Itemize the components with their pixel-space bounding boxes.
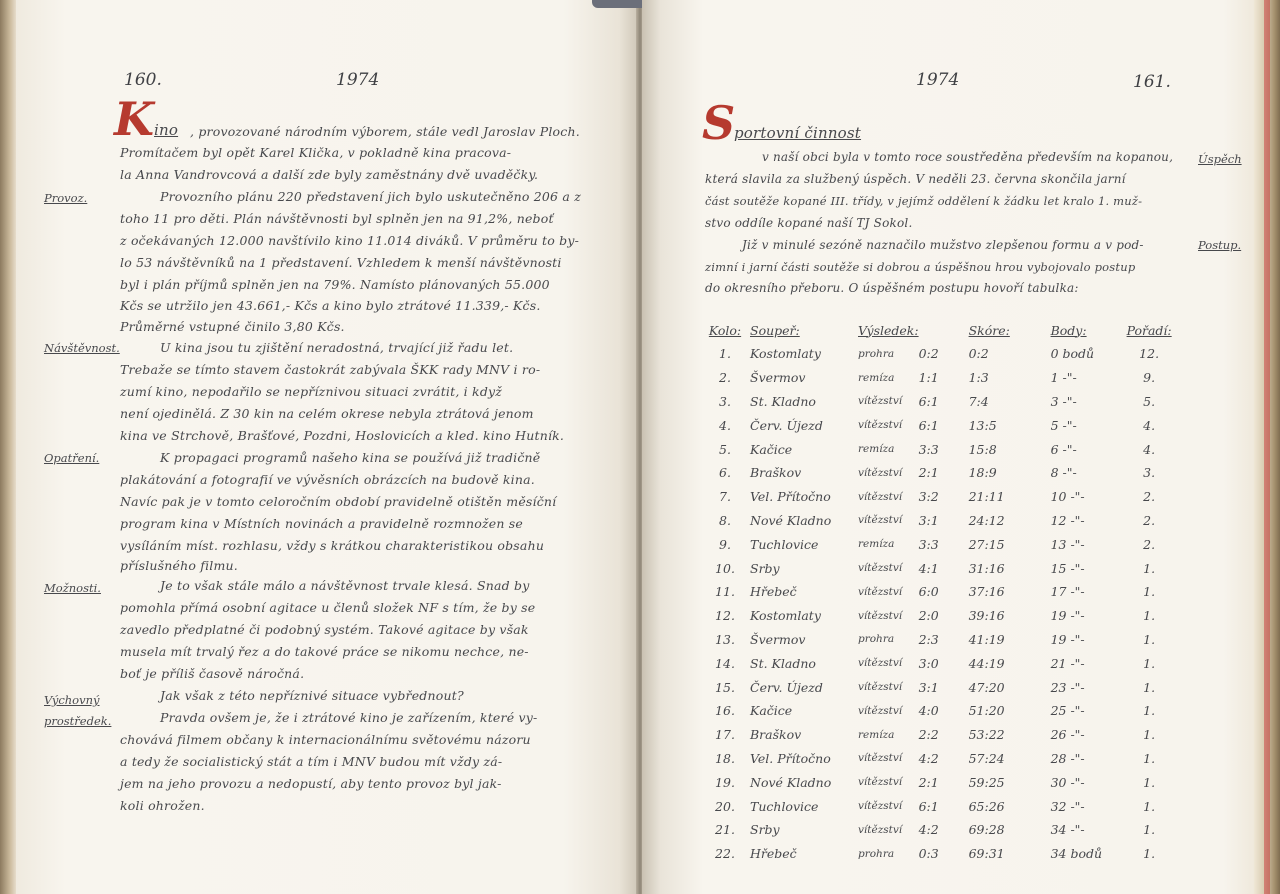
cell-souper: Kačice bbox=[750, 703, 793, 719]
section-initial-kino: K bbox=[114, 92, 154, 146]
left-line-1: , provozované národním výborem, stále vedl Jaroslav Ploch. bbox=[190, 124, 580, 139]
table-row bbox=[700, 390, 1172, 414]
cell-poradi: 2. bbox=[1143, 512, 1156, 528]
cell-body: 19 -"- bbox=[1050, 608, 1085, 624]
cell-souper: Švermov bbox=[750, 370, 806, 386]
cell-zapas: 6:1 bbox=[918, 417, 939, 433]
left-line-10: Průměrné vstupné činilo 3,80 Kčs. bbox=[120, 319, 345, 334]
cell-kolo: 16. bbox=[715, 703, 735, 719]
page-edge-stripe bbox=[1264, 0, 1270, 894]
margin-note-provoz: Provoz. bbox=[44, 191, 88, 205]
cell-vysledek: vítězství bbox=[858, 800, 903, 813]
cell-souper: Červ. Újezd bbox=[750, 417, 823, 433]
cell-poradi: 4. bbox=[1143, 441, 1156, 457]
cell-zapas: 3:1 bbox=[918, 679, 939, 695]
cell-poradi: 1. bbox=[1143, 750, 1156, 766]
table-row bbox=[700, 794, 1172, 818]
table-row bbox=[700, 842, 1172, 866]
table-row bbox=[700, 770, 1172, 794]
cell-kolo: 6. bbox=[719, 465, 731, 481]
cell-skore: 65:26 bbox=[968, 798, 1005, 814]
cell-poradi: 5. bbox=[1143, 393, 1156, 409]
cell-skore: 24:12 bbox=[968, 512, 1005, 528]
cell-skore: 53:22 bbox=[968, 727, 1005, 743]
cell-zapas: 3:3 bbox=[918, 536, 939, 552]
left-line-4: Provozního plánu 220 představení jich bylo uskutečněno 206 a z bbox=[160, 189, 581, 204]
left-line-29: chovává filmem občany k internacionálnímu světovému názoru bbox=[120, 732, 531, 747]
cell-poradi: 1. bbox=[1143, 679, 1156, 695]
cell-vysledek: vítězství bbox=[858, 609, 903, 622]
cell-kolo: 18. bbox=[715, 750, 735, 766]
cell-vysledek: vítězství bbox=[858, 466, 903, 479]
cell-souper: Nové Kladno bbox=[750, 512, 832, 528]
cell-poradi: 4. bbox=[1143, 417, 1156, 433]
cell-vysledek: remíza bbox=[858, 538, 895, 551]
cell-kolo: 21. bbox=[715, 822, 735, 838]
page-number-left: 160. bbox=[124, 70, 162, 90]
table-row bbox=[700, 413, 1172, 437]
cell-skore: 7:4 bbox=[968, 393, 989, 409]
margin-note-moznosti: Možnosti. bbox=[44, 581, 101, 595]
cell-skore: 21:11 bbox=[968, 489, 1005, 505]
cell-kolo: 22. bbox=[715, 846, 735, 862]
cell-zapas: 6:0 bbox=[918, 584, 939, 600]
table-row bbox=[700, 818, 1172, 842]
margin-note-opatreni: Opatření. bbox=[44, 451, 100, 465]
cell-souper: Vel. Přítočno bbox=[750, 489, 831, 505]
cell-poradi: 2. bbox=[1143, 489, 1156, 505]
right-line-7: do okresního přeboru. O úspěšném postupu hovoří tabulka: bbox=[705, 281, 1079, 295]
cell-kolo: 17. bbox=[715, 727, 735, 743]
left-line-18: Navíc pak je v tomto celoročním období pravidelně otištěn měsíční bbox=[120, 494, 557, 509]
left-line-20: vysíláním míst. rozhlasu, vždy s krátkou charakteristikou obsahu bbox=[120, 538, 545, 553]
table-body bbox=[700, 342, 1172, 866]
cell-body: 26 -"- bbox=[1050, 727, 1085, 743]
left-line-19: program kina v Místních novinách a pravidelně rozmnožen se bbox=[120, 516, 523, 531]
cell-skore: 39:16 bbox=[968, 608, 1005, 624]
cell-vysledek: prohra bbox=[858, 847, 895, 860]
cell-zapas: 1:1 bbox=[918, 370, 939, 386]
cell-zapas: 6:1 bbox=[918, 798, 939, 814]
left-line-12: Trebaže se tímto stavem častokrát zabývala ŠKK rady MNV i ro- bbox=[120, 362, 541, 377]
cell-kolo: 1. bbox=[719, 346, 731, 362]
cell-poradi: 1. bbox=[1143, 798, 1156, 814]
cell-skore: 27:15 bbox=[968, 536, 1005, 552]
cell-souper: Braškov bbox=[750, 727, 802, 743]
cell-skore: 0:2 bbox=[968, 346, 989, 362]
margin-note-postup: Postup. bbox=[1198, 238, 1242, 252]
cell-skore: 37:16 bbox=[968, 584, 1005, 600]
cell-body: 15 -"- bbox=[1050, 560, 1085, 576]
cell-vysledek: vítězství bbox=[858, 395, 903, 408]
cell-body: 3 -"- bbox=[1050, 393, 1077, 409]
left-line-16: K propagaci programů našeho kina se používá již tradičně bbox=[160, 450, 541, 465]
match-results-table bbox=[700, 318, 1172, 866]
cell-souper: Tuchlovice bbox=[750, 536, 819, 552]
cell-kolo: 9. bbox=[719, 536, 731, 552]
cell-body: 12 -"- bbox=[1050, 512, 1085, 528]
cell-poradi: 3. bbox=[1143, 465, 1156, 481]
cell-skore: 57:24 bbox=[968, 750, 1005, 766]
cell-kolo: 19. bbox=[715, 774, 735, 790]
right-line-3: část soutěže kopané III. třídy, v jejímž oddělení k žádku let kralo 1. muž- bbox=[705, 194, 1143, 208]
cell-souper: Švermov bbox=[750, 631, 806, 647]
cell-skore: 69:31 bbox=[968, 846, 1005, 862]
cell-zapas: 3:0 bbox=[918, 655, 939, 671]
header-blank bbox=[919, 318, 969, 342]
left-line-11: U kina jsou tu zjištění neradostná, trvající již řadu let. bbox=[160, 340, 514, 355]
cell-skore: 44:19 bbox=[968, 655, 1005, 671]
left-line-32: koli ohrožen. bbox=[120, 798, 205, 813]
table-row bbox=[700, 556, 1172, 580]
left-line-30: a tedy že socialistický stát a tím i MNV budou mít vždy zá- bbox=[120, 754, 503, 769]
cell-zapas: 3:2 bbox=[918, 489, 939, 505]
left-line-22: Je to však stále málo a návštěvnost trvale klesá. Snad by bbox=[160, 578, 530, 593]
cell-poradi: 1. bbox=[1143, 608, 1156, 624]
cell-poradi: 1. bbox=[1143, 631, 1156, 647]
cell-poradi: 1. bbox=[1143, 727, 1156, 743]
left-line-8: byl i plán příjmů splněn jen na 79%. Namísto plánovaných 55.000 bbox=[120, 277, 550, 292]
left-line-9: Kčs se utržilo jen 43.661,- Kčs a kino bylo ztrátové 11.339,- Kčs. bbox=[120, 298, 541, 313]
cell-vysledek: vítězství bbox=[858, 490, 903, 503]
cell-skore: 47:20 bbox=[968, 679, 1005, 695]
cell-body: 34 -"- bbox=[1050, 822, 1085, 838]
cell-skore: 69:28 bbox=[968, 822, 1005, 838]
left-line-31: jem na jeho provozu a nedopustí, aby tento provoz byl jak- bbox=[120, 776, 502, 791]
cell-kolo: 4. bbox=[719, 417, 731, 433]
cell-vysledek: vítězství bbox=[858, 419, 903, 432]
cell-body: 28 -"- bbox=[1050, 750, 1085, 766]
cell-zapas: 0:3 bbox=[918, 846, 939, 862]
right-line-2: která slavila za službený úspěch. V neděli 23. června skončila jarní bbox=[705, 172, 1126, 186]
cell-skore: 41:19 bbox=[968, 631, 1005, 647]
header-skore: Skóre: bbox=[968, 322, 1010, 338]
left-line-2: Promítačem byl opět Karel Klička, v pokladně kina pracova- bbox=[120, 145, 512, 160]
left-line-21: příslušného filmu. bbox=[120, 558, 238, 573]
cell-poradi: 1. bbox=[1143, 846, 1156, 862]
cell-vysledek: remíza bbox=[858, 371, 895, 384]
cell-body: 30 -"- bbox=[1050, 774, 1085, 790]
header-body: Body: bbox=[1050, 322, 1087, 338]
margin-note-navstevnost: Návštěvnost. bbox=[44, 341, 120, 355]
cell-souper: Srby bbox=[750, 822, 780, 838]
left-line-14: není ojedinělá. Z 30 kin na celém okrese nebyla ztrátová jenom bbox=[120, 406, 534, 421]
left-line-15: kina ve Strchově, Brašťové, Pozdni, Hoslovicích a kled. kino Hutník. bbox=[120, 428, 565, 443]
cell-body: 23 -"- bbox=[1050, 679, 1085, 695]
cell-kolo: 7. bbox=[719, 489, 731, 505]
cell-vysledek: prohra bbox=[858, 633, 895, 646]
cell-souper: St. Kladno bbox=[750, 393, 816, 409]
cell-souper: Srby bbox=[750, 560, 780, 576]
table-row bbox=[700, 509, 1172, 533]
cell-kolo: 14. bbox=[715, 655, 735, 671]
cell-vysledek: vítězství bbox=[858, 585, 903, 598]
cell-kolo: 2. bbox=[719, 370, 731, 386]
cell-zapas: 2:2 bbox=[918, 727, 939, 743]
table-row bbox=[700, 651, 1172, 675]
table-row bbox=[700, 675, 1172, 699]
header-vysledek: Výsledek: bbox=[858, 322, 919, 338]
header-souper: Soupeř: bbox=[750, 322, 800, 338]
cell-body: 13 -"- bbox=[1050, 536, 1085, 552]
cell-kolo: 13. bbox=[715, 631, 735, 647]
cell-poradi: 12. bbox=[1139, 346, 1160, 362]
table-row bbox=[700, 485, 1172, 509]
right-line-6: zimní i jarní části soutěže si dobrou a úspěšnou hrou vybojovalo postup bbox=[705, 260, 1136, 274]
cell-kolo: 8. bbox=[719, 512, 731, 528]
left-line-3: la Anna Vandrovcová a další zde byly zaměstnány dvě uvaděčky. bbox=[120, 167, 539, 182]
cell-body: 5 -"- bbox=[1050, 417, 1077, 433]
cell-zapas: 0:2 bbox=[918, 346, 939, 362]
section-title-kino: ino bbox=[154, 121, 179, 139]
cell-souper: Braškov bbox=[750, 465, 802, 481]
table-row bbox=[700, 580, 1172, 604]
table-header-row bbox=[700, 318, 1172, 342]
cell-souper: St. Kladno bbox=[750, 655, 816, 671]
cell-skore: 15:8 bbox=[968, 441, 997, 457]
table-row bbox=[700, 366, 1172, 390]
cell-kolo: 20. bbox=[715, 798, 735, 814]
cell-vysledek: vítězství bbox=[858, 514, 903, 527]
left-line-17: plakátování a fotografií ve vývěsních obrázcích na budově kina. bbox=[120, 472, 535, 487]
cell-zapas: 2:3 bbox=[918, 631, 939, 647]
cell-souper: Hřebeč bbox=[750, 584, 797, 600]
cell-poradi: 1. bbox=[1143, 655, 1156, 671]
cell-body: 34 bodů bbox=[1050, 846, 1103, 862]
margin-note-vychovny: Výchovný bbox=[44, 693, 100, 707]
table-row bbox=[700, 604, 1172, 628]
cell-souper: Vel. Přítočno bbox=[750, 750, 831, 766]
cell-body: 6 -"- bbox=[1050, 441, 1077, 457]
cell-souper: Tuchlovice bbox=[750, 798, 819, 814]
cell-zapas: 4:2 bbox=[918, 750, 939, 766]
book-left-edge bbox=[0, 0, 16, 894]
left-line-6: z očekávaných 12.000 navštívilo kino 11.014 diváků. V průměru to by- bbox=[120, 233, 580, 248]
cell-kolo: 10. bbox=[715, 560, 735, 576]
margin-note-prostredek: prostředek. bbox=[44, 714, 112, 728]
cell-kolo: 15. bbox=[715, 679, 735, 695]
cell-zapas: 3:3 bbox=[918, 441, 939, 457]
cell-body: 17 -"- bbox=[1050, 584, 1085, 600]
cell-body: 10 -"- bbox=[1050, 489, 1085, 505]
cell-vysledek: vítězství bbox=[858, 681, 903, 694]
cell-vysledek: vítězství bbox=[858, 776, 903, 789]
cell-vysledek: vítězství bbox=[858, 657, 903, 670]
cell-vysledek: vítězství bbox=[858, 704, 903, 717]
cell-souper: Kostomlaty bbox=[750, 608, 821, 624]
cell-poradi: 1. bbox=[1143, 584, 1156, 600]
year-right: 1974 bbox=[916, 70, 960, 90]
cell-kolo: 12. bbox=[715, 608, 735, 624]
left-line-7: lo 53 návštěvníků na 1 představení. Vzhledem k menší návštěvnosti bbox=[120, 255, 562, 270]
page-number-right: 161. bbox=[1133, 72, 1171, 92]
cell-vysledek: remíza bbox=[858, 728, 895, 741]
section-initial-sport: S bbox=[702, 96, 736, 150]
cell-zapas: 2:1 bbox=[918, 465, 939, 481]
cell-zapas: 2:1 bbox=[918, 774, 939, 790]
table-row bbox=[700, 532, 1172, 556]
table-row bbox=[700, 699, 1172, 723]
left-line-23: pomohla přímá osobní agitace u členů složek NF s tím, že by se bbox=[120, 600, 536, 615]
left-line-5: toho 11 pro děti. Plán návštěvnosti byl splněn jen na 91,2%, neboť bbox=[120, 211, 554, 226]
left-line-28: Pravda ovšem je, že i ztrátové kino je zařízením, které vy- bbox=[160, 710, 538, 725]
cell-skore: 51:20 bbox=[968, 703, 1005, 719]
cell-poradi: 2. bbox=[1143, 536, 1156, 552]
cell-zapas: 4:2 bbox=[918, 822, 939, 838]
cell-body: 8 -"- bbox=[1050, 465, 1077, 481]
left-line-24: zavedlo předplatné či podobný systém. Takové agitace by však bbox=[120, 622, 529, 637]
cell-vysledek: remíza bbox=[858, 443, 895, 456]
cell-poradi: 1. bbox=[1143, 703, 1156, 719]
left-line-27: Jak však z této nepříznivé situace vybřednout? bbox=[160, 688, 464, 703]
table-row bbox=[700, 628, 1172, 652]
table-row bbox=[700, 342, 1172, 366]
header-kolo: Kolo: bbox=[708, 322, 742, 338]
book-right-edge bbox=[1254, 0, 1280, 894]
cell-body: 1 -"- bbox=[1050, 370, 1077, 386]
right-line-4: stvo oddíle kopané naší TJ Sokol. bbox=[705, 216, 913, 230]
cell-souper: Nové Kladno bbox=[750, 774, 832, 790]
cell-zapas: 2:0 bbox=[918, 608, 939, 624]
cell-kolo: 5. bbox=[719, 441, 731, 457]
cell-vysledek: vítězství bbox=[858, 823, 903, 836]
cell-skore: 59:25 bbox=[968, 774, 1005, 790]
cell-poradi: 1. bbox=[1143, 822, 1156, 838]
cell-vysledek: vítězství bbox=[858, 752, 903, 765]
left-line-25: musela mít trvalý řez a do takové práce se nikomu nechce, ne- bbox=[120, 644, 529, 659]
year-left: 1974 bbox=[336, 70, 380, 90]
cell-body: 0 bodů bbox=[1050, 346, 1095, 362]
cell-vysledek: prohra bbox=[858, 347, 895, 360]
right-line-1: v naší obci byla v tomto roce soustředěna především na kopanou, bbox=[762, 150, 1174, 164]
cell-poradi: 9. bbox=[1143, 370, 1156, 386]
table-row bbox=[700, 461, 1172, 485]
cell-body: 19 -"- bbox=[1050, 631, 1085, 647]
cell-zapas: 6:1 bbox=[918, 393, 939, 409]
cell-poradi: 1. bbox=[1143, 774, 1156, 790]
left-line-26: boť je příliš časově náročná. bbox=[120, 666, 305, 681]
cell-skore: 1:3 bbox=[968, 370, 989, 386]
cell-souper: Hřebeč bbox=[750, 846, 797, 862]
margin-note-uspech: Úspěch bbox=[1198, 152, 1242, 166]
cell-zapas: 3:1 bbox=[918, 512, 939, 528]
cell-body: 32 -"- bbox=[1050, 798, 1085, 814]
cell-body: 21 -"- bbox=[1050, 655, 1085, 671]
cell-zapas: 4:1 bbox=[918, 560, 939, 576]
table-row bbox=[700, 723, 1172, 747]
cell-souper: Kostomlaty bbox=[750, 346, 821, 362]
cell-souper: Kačice bbox=[750, 441, 793, 457]
cell-kolo: 11. bbox=[715, 584, 735, 600]
header-poradi: Pořadí: bbox=[1126, 322, 1172, 338]
cell-body: 25 -"- bbox=[1050, 703, 1085, 719]
section-title-sport: portovní činnost bbox=[734, 124, 862, 142]
left-line-13: zumí kino, nepodařilo se nepříznivou situaci zvrátit, i když bbox=[120, 384, 503, 399]
cell-skore: 18:9 bbox=[968, 465, 997, 481]
cell-souper: Červ. Újezd bbox=[750, 679, 823, 695]
cell-kolo: 3. bbox=[719, 393, 731, 409]
cell-zapas: 4:0 bbox=[918, 703, 939, 719]
table-row bbox=[700, 437, 1172, 461]
cell-vysledek: vítězství bbox=[858, 562, 903, 575]
right-line-5: Již v minulé sezóně naznačilo mužstvo zlepšenou formu a v pod- bbox=[742, 238, 1144, 252]
table-row bbox=[700, 747, 1172, 771]
cell-skore: 31:16 bbox=[968, 560, 1005, 576]
cell-skore: 13:5 bbox=[968, 417, 997, 433]
cell-poradi: 1. bbox=[1143, 560, 1156, 576]
